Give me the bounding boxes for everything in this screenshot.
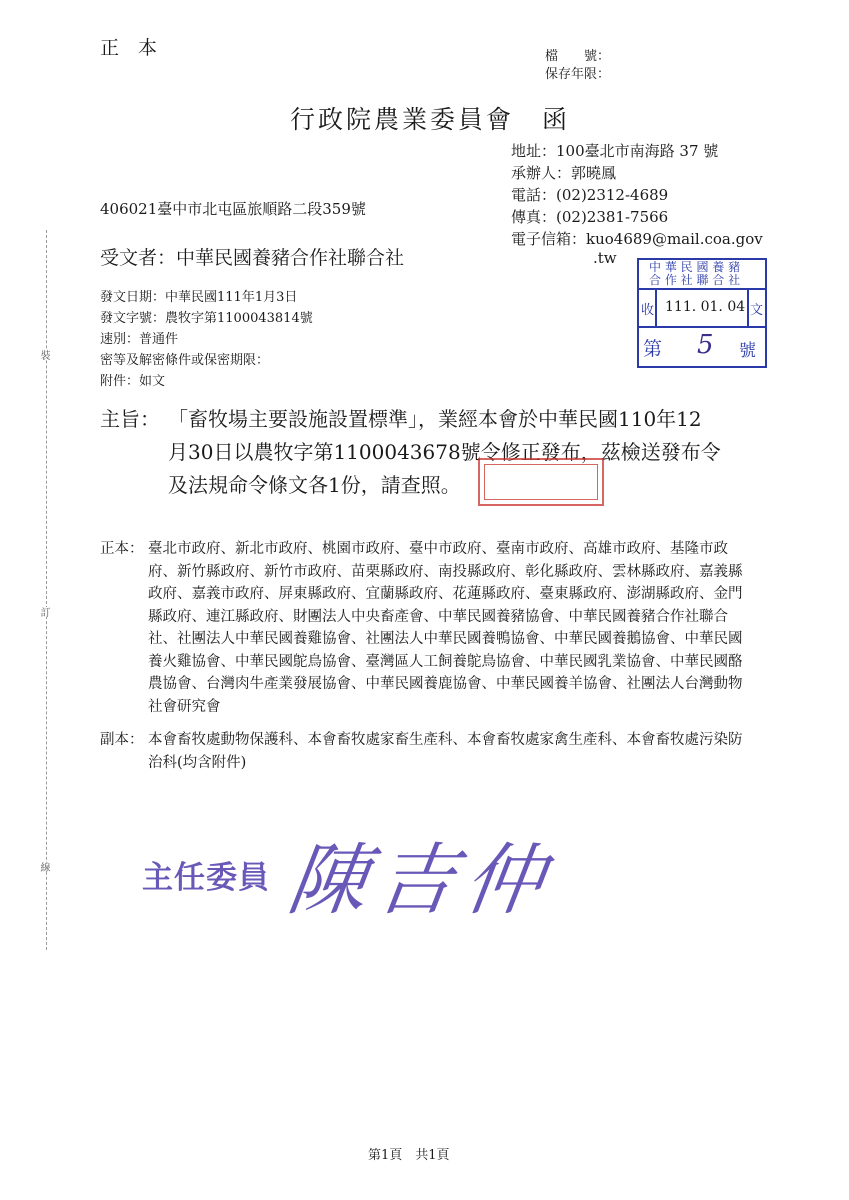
file-no-label: 檔 號：: [545, 49, 611, 64]
sender-address: 地址：100臺北市南海路 37 號: [511, 142, 719, 160]
copy-type: 正 本: [100, 37, 158, 59]
subject-line3: 及法規命令條文各1份，請查照。: [168, 473, 461, 497]
page-footer: 第1頁 共1頁: [368, 1148, 450, 1163]
cc-label: 副本：: [100, 732, 144, 748]
binding-line: [46, 230, 47, 950]
stamp-org-line2: 合 作 社 聯 合 社: [649, 273, 741, 287]
subject-line1: 「畜牧場主要設施設置標準」，業經本會於中華民國110年12: [168, 407, 702, 431]
signature-title: 主任委員: [142, 860, 270, 896]
stamp-number-suffix: 號: [739, 341, 756, 361]
speed: 速別：普通件: [100, 332, 179, 347]
sender-email: 電子信箱：kuo4689@mail.coa.gov: [511, 230, 763, 248]
margin-mark-cut: 訂: [38, 607, 49, 617]
sender-fax: 傳真：(02)2381-7566: [511, 208, 669, 226]
main-recipients-label: 正本：: [100, 541, 144, 557]
receipt-stamp: [637, 258, 767, 368]
subject-line2: 月30日以農牧字第1100043678號令修正發布，茲檢送發布令: [168, 440, 721, 464]
stamp-number: 5: [697, 330, 714, 360]
official-seal: [478, 458, 604, 506]
sender-contact: 承辦人：郭曉鳳: [511, 164, 617, 182]
subject-label: 主旨：: [100, 407, 160, 431]
secrecy: 密等及解密條件或保密期限：: [100, 353, 270, 368]
main-recipients: 臺北市政府、新北市政府、桃園市政府、臺中市政府、臺南市政府、高雄市政府、基隆市政府、新竹縣政府、新竹市政府、苗栗縣政府、南投縣政府、彰化縣政府、雲林縣政府、嘉義縣政府、嘉義市政府、屏東縣政府、宜蘭縣政府、花蓮縣政府、臺東縣政府、澎湖縣政府、金門縣政府、連江縣政府、財團法人中央畜產會、中華民國養豬協會、中華民國養豬合作社聯合社、社團法人中華民國養雞協會、社團法人中華民國養鴨協會、中華民國養鵝協會、中華民國養火雞協會、中華民國鴕鳥協會、臺灣區人工飼養鴕鳥協會、中華民國乳業協會、中華民國酪農協會、台灣肉牛產業發展協會、中華民國養鹿協會、中華民國養羊協會、社團法人台灣動物社會研究會: [148, 541, 743, 715]
attachment: 附件：如文: [100, 374, 166, 389]
stamp-number-prefix: 第: [643, 338, 663, 360]
stamp-doc-label: 文: [750, 303, 764, 318]
margin-mark-bind: 裝: [38, 350, 49, 360]
retention-label: 保存年限：: [545, 67, 611, 82]
stamp-date: 111. 01. 04: [665, 299, 746, 315]
sender-phone: 電話：(02)2312-4689: [511, 186, 669, 204]
recipient: 受文者：中華民國養豬合作社聯合社: [100, 247, 405, 269]
stamp-received-label: 收: [641, 303, 655, 318]
recipient-address: 406021臺中市北屯區旅順路二段359號: [100, 200, 366, 218]
issue-date: 發文日期：中華民國111年1月3日: [100, 290, 298, 305]
document-title: 行政院農業委員會 函: [290, 105, 571, 134]
signature-name: 陳吉仲: [282, 836, 560, 926]
stamp-org-line1: 中 華 民 國 養 豬: [649, 260, 741, 274]
cc-recipients: 本會畜牧處動物保護科、本會畜牧處家畜生產科、本會畜牧處家禽生產科、本會畜牧處污染防治科(均含附件): [148, 732, 743, 771]
issue-number: 發文字號：農牧字第1100043814號: [100, 311, 313, 326]
margin-mark-line: 線: [38, 862, 49, 872]
sender-email-cont: .tw: [593, 249, 617, 267]
